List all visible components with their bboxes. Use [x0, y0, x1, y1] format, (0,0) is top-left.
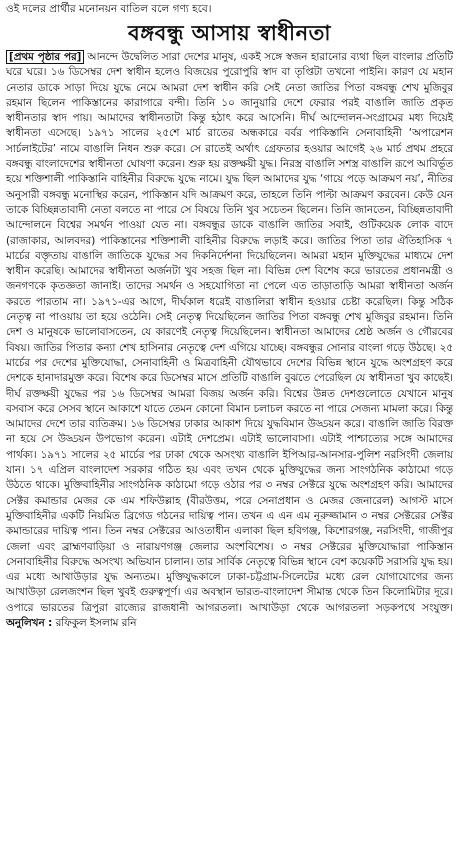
- byline-name: রফিকুল ইসলাম রনি: [55, 616, 137, 629]
- article-body-text: আনন্দে উদ্বেলিত সারা দেশের মানুষ, একই সঙ্গে স্বজন হারানোর ব্যথা ছিল বাংলার প্রতিটি ঘরে ঘরে। ১৬ ডিসেম্বর দেশ স্বাধীন হলেও বিজয়ের পুরোপুরি স্বাদ বা তৃপ্তিটা তখনো পাইনি। কারণ যে মহান নেতার ডাকে সাড়া দিয়ে যুদ্ধে নেমে আমরা দেশ স্বাধীন করি সেই নেতা জাতির পিতা বঙ্গবন্ধু শেখ মুজিবুর রহমান ছিলেন পাকিস্তানের কারাগারে বন্দী। তিনি ১০ জানুয়ারি দেশে ফেরার পরই বাঙালি জাতি প্রকৃত স্বাধীনতার স্বাদ পায়। আমাদের স্বাধীনতাটা কিন্তু হঠাৎ করে আসেনি। দীর্ঘ আন্দোলন-সংগ্রামের মধ্য দিয়েই স্বাধীনতা এসেছে। ১৯৭১ সালের ২৫শে মার্চ রাতের অন্ধকারে বর্বর পাকিস্তানি সেনাবাহিনী ‘অপারেশন সার্চলাইটের’ নামে বাঙালি নিধন শুরু করে। সে রাতেই অর্থাৎ গ্রেফতার হওয়ার আগেই ২৬ মার্চ প্রথম প্রহরে বঙ্গবন্ধু বাংলাদেশের স্বাধীনতা ঘোষণা করেন। শুরু হয় রক্তক্ষয়ী যুদ্ধ। নিরস্ত্র বাঙালি সশস্ত্র বাঙালি রূপে আবির্ভূত হয়ে শক্তিশালী পাকিস্তানি বাহিনীর বিরুদ্ধে যুদ্ধে নামে। যুদ্ধ ছিল আমাদের যুদ্ধ ‘গায়ে পড়ে আক্রমণ নয়’, নীতির অনুসারী বঙ্গবন্ধু মনোস্থির করেন, পাকিস্তান যদি আক্রমণ করে, তাহলে তিনি পাল্টা আক্রমণ করবেন। কেউ যেন তাকে বিচ্ছিন্নতাবাদী নেতা বলতে না পারে সে বিষয়ে তিনি খুব সচেতন ছিলেন। তিনি জানতেন, বিচ্ছিন্নতাবাদী আন্দোলনে বিশ্বের সমর্থন পাওয়া যেত না। বঙ্গবন্ধুর ডাকে বাঙালি জাতির সবাই, গুটিকয়েক লোক বাদে (রাজাকার, আলবদর) পাকিস্তানের শক্তিশালী বাহিনীর বিরুদ্ধে লড়াই করে। জাতির পিতা তার ঐতিহাসিক ৭ মার্চের বক্তৃতায় বাঙালি জাতিকে যুদ্ধের সব দিকনির্দেশনা দিয়েছিলেন। আমরা মহান মুক্তিযুদ্ধের মাধ্যমে দেশ স্বাধীন করেছি। আমাদের স্বাধীনতা অর্জনটা খুব সহজ ছিল না। বিভিন্ন দেশ বিশেষ করে ভারতের প্রধানমন্ত্রী ও জনগণকে কৃতজ্ঞতা জানাই। তাদের সমর্থন ও সহযোগিতা না পেলে এত তাড়াতাড়ি আমরা স্বাধীনতা অর্জন করতে পারতাম না। ১৯৭১-এর আগে, দীর্ঘকাল ধরেই বাঙালিরা স্বাধীন হওয়ার চেষ্টা করেছিল। কিন্তু সঠিক নেতৃত্ব না পাওয়ায় তা হয়ে ওঠেনি। সেই নেতৃত্ব দিয়েছিলেন জাতির পিতা বঙ্গবন্ধু শেখ মুজিবুর রহমান। তিনি দেশ ও মানুষকে ভালোবাসতেন, যে কারণেই নেতৃত্ব দিয়েছিলেন। স্বাধীনতা আমাদের শ্রেষ্ঠ অর্জন ও গৌরবের বিষয়। জাতির পিতার কন্যা শেখ হাসিনার নেতৃত্বে দেশ এগিয়ে যাচ্ছে। বঙ্গবন্ধুর সোনার বাংলা গড়ে উঠছে। ২৫ মার্চের পর দেশের মুক্তিযোদ্ধা, সেনাবাহিনী ও মিত্রবাহিনী যৌথভাবে দেশের বিভিন্ন স্থানে যুদ্ধে অংশগ্রহণ করে দেশকে হানাদারমুক্ত করে। বিশেষ করে ডিসেম্বর মাসে প্রতিটি বাঙালি বুঝতে পেরেছিল যে স্বাধীনতা খুব কাছেই। দীর্ঘ রক্তক্ষয়ী যুদ্ধের পর ১৬ ডিসেম্বর আমরা বিজয় অর্জন করি। বিশ্বের উন্নত দেশগুলোতে যেখানে মানুষ বসবাস করে সেসব স্থানে আকাশে যাতে তেমন কোনো বিমান চলাচল করতে না পারে সেজন্য মামলা করে। কিন্তু আমাদের দেশে তার ব্যতিক্রম। ১৬ ডিসেম্বর ঢাকার আকাশ দিয়ে যুদ্ধবিমান উড্ডয়ন করে। বাঙালি জাতি বিরক্ত না হয়ে সে উড্ডয়ন উপভোগ করেন। এটাই দেশপ্রেম। এটাই ভালোবাসা। এটাই পাশ্চাত্যের সঙ্গে আমাদের পার্থক্য। ১৯৭১ সালের ২৫ মার্চের পর ঢাকা থেকে অসংখ্য বাঙালি ইপিআর-আনসার-পুলিশ নরসিংদী জেলায় যান। ১৭ এপ্রিল বাংলাদেশ সরকার গঠিত হয় এবং তখন থেকে মুক্তিযুদ্ধের জন্য সাংগঠনিক কাঠামো গড়ে উঠতে থাকে। মুক্তিবাহিনীর সাংগঠনিক কাঠামো গড়ে ওঠার পর ৩ নম্বর সেক্টরে যুদ্ধে অংশগ্রহণ করি। আমাদের সেক্টর কমান্ডার মেজর কে এম শফিউল্লাহ (বীরউত্তম, পরে সেনাপ্রধান ও মেজর জেনারেল) আগস্ট মাসে মুক্তিবাহিনীর একটি নিয়মিত ব্রিগেড গঠনের দায়িত্ব পান। তখন এ এন এম নূরুজ্জামান ৩ নম্বর সেক্টরের সেক্টর কমান্ডারের দায়িত্ব পান। তিন নম্বর সেক্টরের আওতাধীন এলাকা ছিল হবিগঞ্জ, কিশোরগঞ্জ, নরসিংদী, গাজীপুর জেলা এবং ব্রাহ্মণবাড়িয়া ও নারায়ণগঞ্জ জেলার অংশবিশেষ। ৩ নম্বর সেক্টরের মুক্তিযোদ্ধারা পাকিস্তান সেনাবাহিনীর বিরুদ্ধে অসংখ্য অভিযান চালান। তার সার্বিক নেতৃত্বে বিভিন্ন স্থানে বেশ কয়েকটি সরাসরি যুদ্ধ হয়। এর মধ্যে আখাউড়ার যুদ্ধ অন্যতম। মুক্তিযুদ্ধকালে ঢাকা-চট্টগ্রাম-সিলেটের মধ্যে রেল যোগাযোগের জন্য আখাউড়া রেলজংশন ছিল খুবই গুরুত্বপূর্ণ। এর অবস্থান ভারত-বাংলাদেশ সীমান্ত থেকে তিন কিলোমিটার দূরে। ওপারে ভারতের ত্রিপুরা রাজ্যের রাজধানী আগরতলা। আখাউড়া থেকে আগরতলা সড়কপথে সংযুক্ত।: [6, 51, 453, 614]
- previous-article-tail: ওই দলের প্রার্থীর মনোনয়ন বাতিল বলে গণ্য হবে।: [6, 3, 212, 15]
- continuation-tag: [প্রথম পৃষ্ঠার পর]: [6, 50, 84, 64]
- article-body: [6, 50, 453, 631]
- byline-label: অনুলিখন :: [6, 616, 53, 629]
- headline-container: [6, 20, 453, 46]
- article-headline: বঙ্গবন্ধু আসায় স্বাধীনতা: [128, 20, 331, 45]
